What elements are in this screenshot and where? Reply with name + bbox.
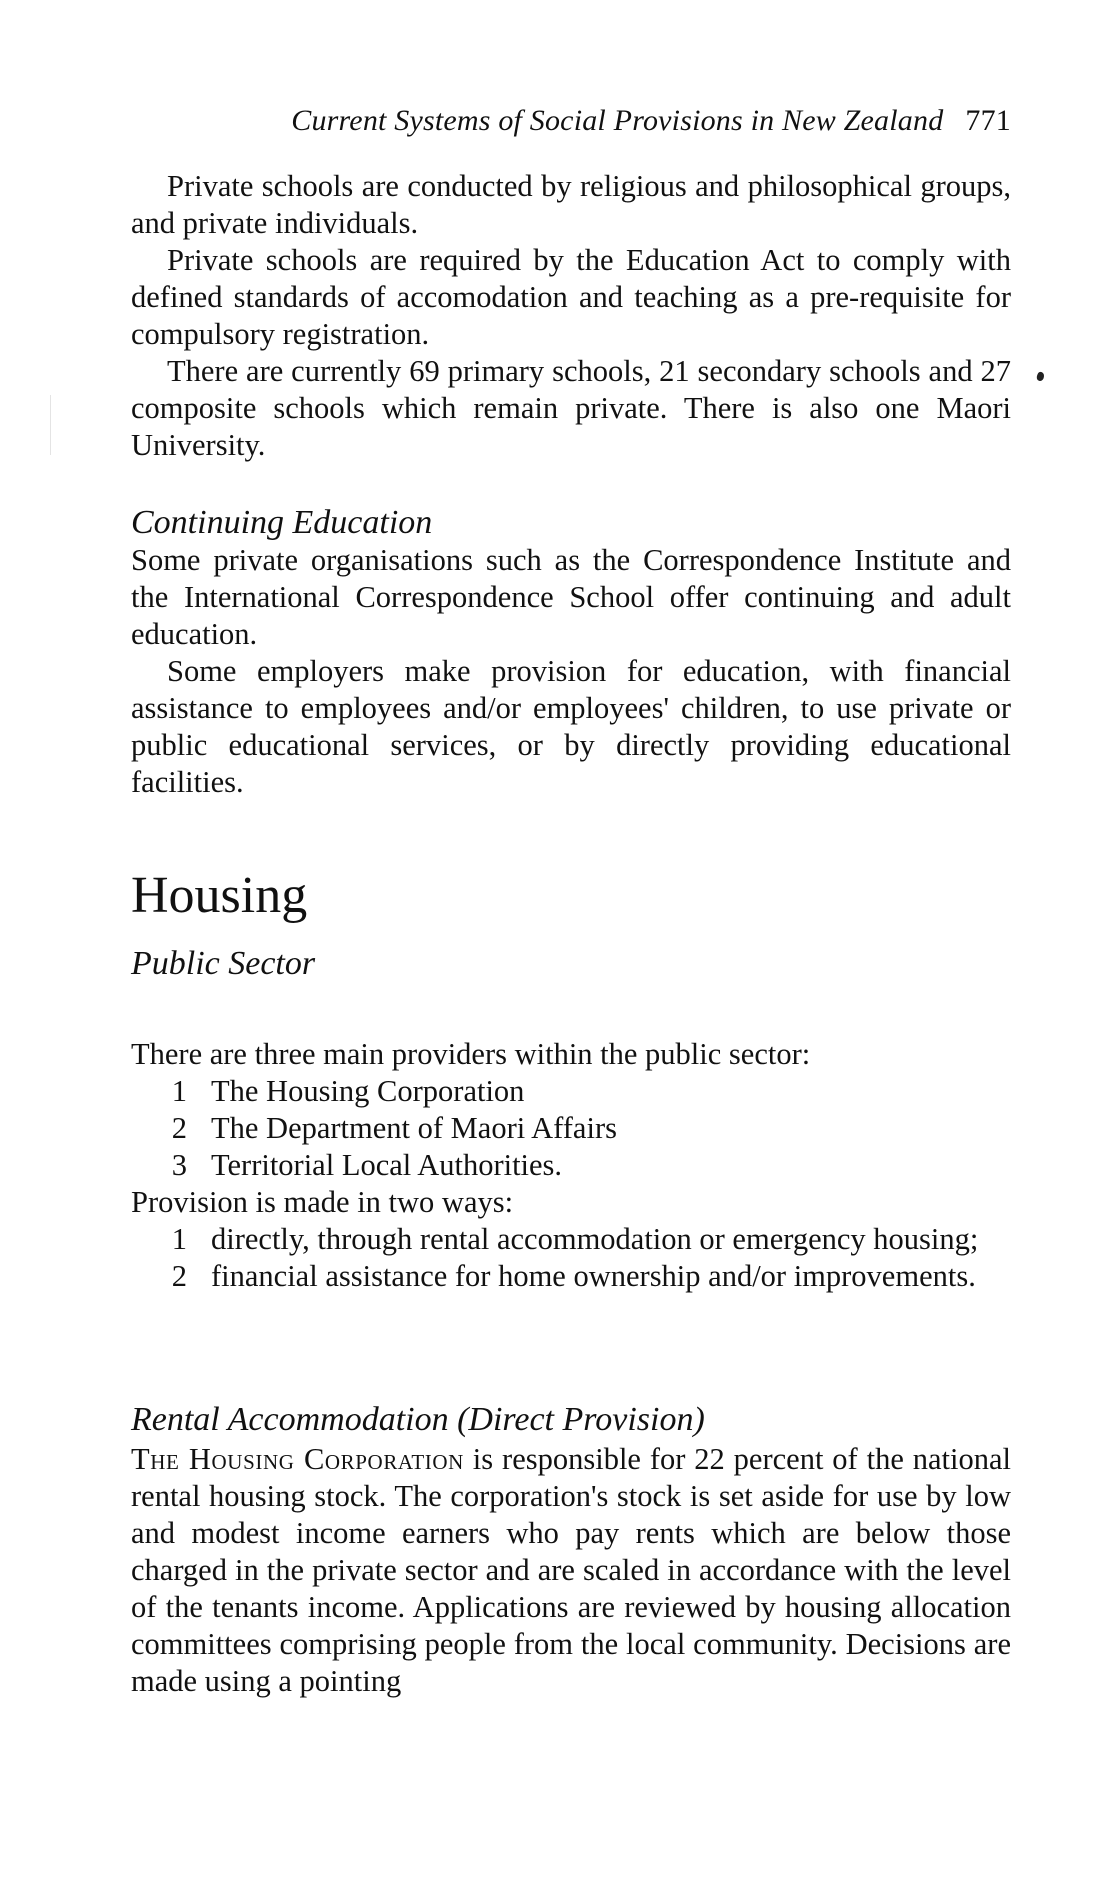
list-text: Territorial Local Authorities. <box>211 1148 563 1182</box>
paragraph <box>131 1441 1011 1700</box>
paragraph: There are currently 69 primary schools, 21 secondary schools and 27 composite schools which remain private. There is also one Maori University. <box>131 354 1011 462</box>
list-text: The Housing Corporation <box>211 1074 525 1108</box>
list-number: 2 <box>171 1111 187 1145</box>
paragraph: Some employers make provision for education, with financial assistance to employees and/or employees' children, to use private or public educational services, or by directly providing educational facilities. <box>131 654 1011 799</box>
list-item <box>131 1073 1011 1110</box>
running-head <box>131 104 1011 148</box>
list-item <box>131 1147 1011 1184</box>
providers-intro: There are three main providers within the public sector: <box>131 1037 811 1071</box>
list-item <box>131 1258 1011 1295</box>
providers-section <box>131 1036 1011 1295</box>
private-schools-text <box>131 168 1011 464</box>
list-item <box>131 1110 1011 1147</box>
public-sector-heading: Public Sector <box>131 945 316 982</box>
running-head-title: Current Systems of Social Provisions in New Zealand <box>291 104 944 137</box>
rental-body: is responsible for 22 percent of the national rental housing stock. The corporation's stock is set aside for use by low and modest income earners who pay rents which are below those charged in the private sector and are scaled in accordance with the level of the tenants income. Applications are reviewed by housing allocation committees comprising people from the local community. Decisions are made using a pointing <box>131 1442 1011 1698</box>
scan-edge-mark <box>50 395 51 455</box>
margin-mark <box>1036 371 1046 382</box>
continuing-education-text <box>131 542 1011 801</box>
page-number: 771 <box>965 104 1011 137</box>
rental-accommodation-heading: Rental Accommodation (Direct Provision) <box>131 1401 705 1438</box>
provision-intro: Provision is made in two ways: <box>131 1185 514 1219</box>
list-number: 2 <box>171 1259 187 1293</box>
list-text: financial assistance for home ownership and/or improvements. <box>211 1259 976 1293</box>
list-number: 3 <box>171 1148 187 1182</box>
continuing-education-heading: Continuing Education <box>131 504 433 541</box>
list-number: 1 <box>171 1074 187 1108</box>
rental-text <box>131 1441 1011 1700</box>
list-text: directly, through rental accommodation or emergency housing; <box>211 1222 979 1256</box>
list-item <box>131 1221 1011 1258</box>
paragraph: Private schools are required by the Education Act to comply with defined standards of accomodation and teaching as a pre-requisite for compulsory registration. <box>131 243 1011 351</box>
list-number: 1 <box>171 1222 187 1256</box>
paragraph: Private schools are conducted by religious and philosophical groups, and private individuals. <box>131 169 1011 240</box>
paragraph: Some private organisations such as the Correspondence Institute and the International Correspondence School offer continuing and adult education. <box>131 543 1011 651</box>
housing-corporation-lead: The Housing Corporation <box>131 1442 464 1476</box>
housing-heading: Housing <box>131 867 308 924</box>
list-text: The Department of Maori Affairs <box>211 1111 617 1145</box>
